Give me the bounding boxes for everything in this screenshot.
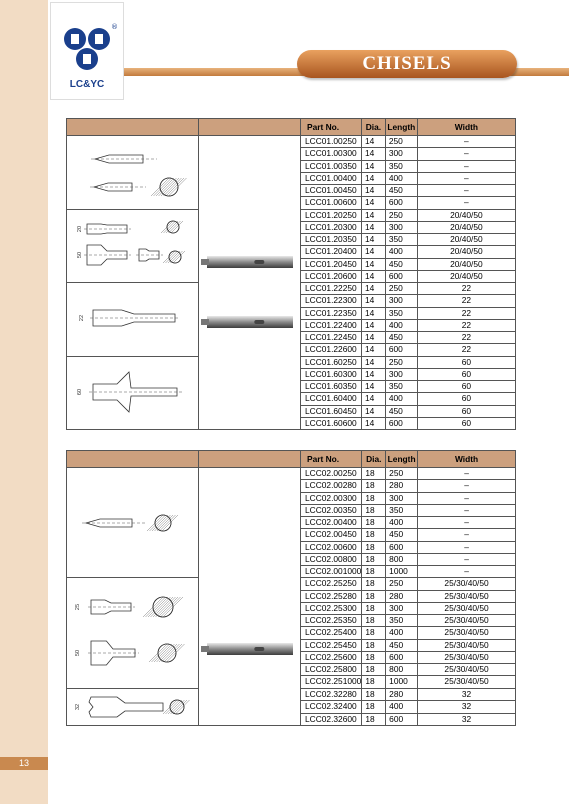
length-cell: 600 bbox=[386, 541, 418, 553]
dia-cell: 14 bbox=[361, 270, 385, 282]
width-cell: 25/30/40/50 bbox=[418, 590, 516, 602]
width-cell: 25/30/40/50 bbox=[418, 664, 516, 676]
part-no-cell: LCC02.25800 bbox=[301, 664, 362, 676]
width-cell: – bbox=[417, 197, 515, 209]
length-cell: 350 bbox=[386, 504, 418, 516]
header-length: Length bbox=[385, 119, 417, 136]
length-cell: 400 bbox=[386, 701, 418, 714]
part-no-cell: LCC01.22600 bbox=[301, 344, 362, 356]
width-cell: – bbox=[418, 529, 516, 541]
width-cell: – bbox=[418, 504, 516, 516]
dia-cell: 18 bbox=[362, 664, 386, 676]
dia-cell: 14 bbox=[361, 368, 385, 380]
width-cell: 22 bbox=[417, 319, 515, 331]
part-no-cell: LCC01.00400 bbox=[301, 172, 362, 184]
length-cell: 600 bbox=[385, 344, 417, 356]
width-cell: 22 bbox=[417, 344, 515, 356]
part-no-cell: LCC01.20450 bbox=[301, 258, 362, 270]
svg-text:25: 25 bbox=[75, 603, 81, 610]
header-part-no: Part No. bbox=[301, 119, 362, 136]
width-cell: – bbox=[418, 553, 516, 565]
width-cell: 20/40/50 bbox=[417, 209, 515, 221]
product-photo-cell bbox=[199, 136, 301, 430]
dia-cell: 14 bbox=[361, 393, 385, 405]
part-no-cell: LCC02.00600 bbox=[301, 541, 362, 553]
svg-text:50: 50 bbox=[77, 251, 83, 258]
part-no-cell: LCC01.00600 bbox=[301, 197, 362, 209]
width-cell: – bbox=[418, 492, 516, 504]
length-cell: 280 bbox=[386, 688, 418, 701]
part-no-cell: LCC02.00350 bbox=[301, 504, 362, 516]
dia-cell: 14 bbox=[361, 197, 385, 209]
width-cell: 32 bbox=[418, 688, 516, 701]
part-no-cell: LCC01.20400 bbox=[301, 246, 362, 258]
length-cell: 400 bbox=[385, 319, 417, 331]
part-no-cell: LCC02.32600 bbox=[301, 713, 362, 726]
part-no-cell: LCC01.22250 bbox=[301, 283, 362, 295]
svg-text:32: 32 bbox=[75, 703, 81, 710]
dia-cell: 18 bbox=[362, 676, 386, 688]
drawing-pointed-chisel-drawing bbox=[67, 471, 198, 572]
width-cell: – bbox=[417, 148, 515, 160]
part-no-cell: LCC01.00450 bbox=[301, 185, 362, 197]
length-cell: 350 bbox=[385, 307, 417, 319]
length-cell: 300 bbox=[386, 602, 418, 614]
width-cell: – bbox=[418, 541, 516, 553]
part-no-cell: LCC02.00250 bbox=[301, 468, 362, 480]
dia-cell: 14 bbox=[361, 185, 385, 197]
dia-cell: 14 bbox=[361, 246, 385, 258]
header-width: Width bbox=[417, 119, 515, 136]
drawing-spade-chisel-drawing bbox=[67, 358, 198, 426]
width-cell: 20/40/50 bbox=[417, 221, 515, 233]
part-no-cell: LCC01.22450 bbox=[301, 332, 362, 344]
header-dia: Dia. bbox=[362, 451, 386, 468]
width-cell: – bbox=[418, 480, 516, 492]
dia-cell: 14 bbox=[361, 221, 385, 233]
length-cell: 400 bbox=[386, 517, 418, 529]
width-cell: – bbox=[417, 172, 515, 184]
dia-cell: 18 bbox=[362, 480, 386, 492]
part-no-cell: LCC02.32400 bbox=[301, 701, 362, 714]
part-no-cell: LCC01.00350 bbox=[301, 160, 362, 172]
part-no-cell: LCC02.00400 bbox=[301, 517, 362, 529]
length-cell: 250 bbox=[386, 468, 418, 480]
length-cell: 250 bbox=[385, 209, 417, 221]
length-cell: 300 bbox=[385, 221, 417, 233]
header-part-no: Part No. bbox=[301, 451, 362, 468]
dia-cell: 14 bbox=[361, 417, 385, 429]
dia-cell: 18 bbox=[362, 627, 386, 639]
dia-cell: 14 bbox=[361, 209, 385, 221]
length-cell: 600 bbox=[385, 197, 417, 209]
length-cell: 450 bbox=[385, 185, 417, 197]
length-cell: 400 bbox=[386, 627, 418, 639]
length-cell: 400 bbox=[385, 393, 417, 405]
drawing-toothed-chisel-drawing bbox=[67, 689, 198, 723]
header-drawing-blank bbox=[67, 119, 199, 136]
part-no-cell: LCC02.001000 bbox=[301, 566, 362, 578]
dia-cell: 14 bbox=[361, 307, 385, 319]
title-banner bbox=[297, 50, 517, 78]
length-cell: 600 bbox=[385, 417, 417, 429]
width-cell: 22 bbox=[417, 283, 515, 295]
table-row bbox=[67, 468, 516, 480]
part-no-cell: LCC01.20600 bbox=[301, 270, 362, 282]
dia-cell: 14 bbox=[361, 356, 385, 368]
length-cell: 400 bbox=[385, 172, 417, 184]
length-cell: 280 bbox=[386, 480, 418, 492]
part-no-cell: LCC01.60250 bbox=[301, 356, 362, 368]
width-cell: 25/30/40/50 bbox=[418, 676, 516, 688]
part-no-cell: LCC01.60300 bbox=[301, 368, 362, 380]
drawing-flat-chisel bbox=[67, 578, 199, 688]
width-cell: 60 bbox=[417, 417, 515, 429]
width-cell: 60 bbox=[417, 393, 515, 405]
dia-cell: 18 bbox=[362, 578, 386, 590]
chisel-table-sds-max bbox=[66, 450, 516, 726]
length-cell: 250 bbox=[385, 356, 417, 368]
dia-cell: 18 bbox=[362, 566, 386, 578]
header-drawing-blank bbox=[67, 451, 199, 468]
header-width: Width bbox=[418, 451, 516, 468]
length-cell: 300 bbox=[386, 492, 418, 504]
header-dia: Dia. bbox=[361, 119, 385, 136]
dia-cell: 18 bbox=[362, 651, 386, 663]
dia-cell: 14 bbox=[361, 160, 385, 172]
header-image-blank bbox=[199, 119, 301, 136]
chisel-table-sds-plus bbox=[66, 118, 516, 430]
width-cell: – bbox=[417, 185, 515, 197]
table-header-row bbox=[67, 119, 516, 136]
dia-cell: 18 bbox=[362, 541, 386, 553]
width-cell: – bbox=[417, 136, 515, 148]
table-header-row bbox=[67, 451, 516, 468]
page-number: 13 bbox=[18, 758, 29, 768]
part-no-cell: LCC01.22400 bbox=[301, 319, 362, 331]
part-no-cell: LCC02.00280 bbox=[301, 480, 362, 492]
length-cell: 250 bbox=[385, 136, 417, 148]
svg-text:22: 22 bbox=[79, 314, 85, 322]
page-title: CHISELS bbox=[362, 53, 452, 74]
dia-cell: 18 bbox=[362, 517, 386, 529]
width-cell: 22 bbox=[417, 295, 515, 307]
svg-text:20: 20 bbox=[77, 225, 83, 232]
length-cell: 300 bbox=[385, 295, 417, 307]
dia-cell: 14 bbox=[361, 319, 385, 331]
length-cell: 1000 bbox=[386, 676, 418, 688]
part-no-cell: LCC02.25450 bbox=[301, 639, 362, 651]
part-no-cell: LCC02.251000 bbox=[301, 676, 362, 688]
length-cell: 450 bbox=[386, 639, 418, 651]
part-no-cell: LCC02.25600 bbox=[301, 651, 362, 663]
length-cell: 350 bbox=[386, 615, 418, 627]
length-cell: 800 bbox=[386, 553, 418, 565]
length-cell: 450 bbox=[385, 258, 417, 270]
length-cell: 350 bbox=[385, 234, 417, 246]
width-cell: 25/30/40/50 bbox=[418, 639, 516, 651]
width-cell: 60 bbox=[417, 356, 515, 368]
part-no-cell: LCC01.60450 bbox=[301, 405, 362, 417]
dia-cell: 18 bbox=[362, 504, 386, 516]
dia-cell: 18 bbox=[362, 713, 386, 726]
length-cell: 450 bbox=[386, 529, 418, 541]
width-cell: 25/30/40/50 bbox=[418, 651, 516, 663]
part-no-cell: LCC01.60600 bbox=[301, 417, 362, 429]
dia-cell: 18 bbox=[362, 602, 386, 614]
brand-logo bbox=[50, 2, 124, 100]
dia-cell: 18 bbox=[362, 529, 386, 541]
length-cell: 280 bbox=[386, 590, 418, 602]
dia-cell: 18 bbox=[362, 688, 386, 701]
length-cell: 350 bbox=[385, 160, 417, 172]
length-cell: 600 bbox=[385, 270, 417, 282]
dia-cell: 14 bbox=[361, 405, 385, 417]
dia-cell: 14 bbox=[361, 172, 385, 184]
part-no-cell: LCC01.22300 bbox=[301, 295, 362, 307]
drawing-narrow-flat-chisel-drawing bbox=[67, 284, 198, 352]
length-cell: 250 bbox=[386, 578, 418, 590]
width-cell: 32 bbox=[418, 701, 516, 714]
part-no-cell: LCC02.00300 bbox=[301, 492, 362, 504]
dia-cell: 14 bbox=[361, 381, 385, 393]
svg-text:60: 60 bbox=[77, 388, 83, 395]
part-no-cell: LCC01.20350 bbox=[301, 234, 362, 246]
width-cell: 25/30/40/50 bbox=[418, 578, 516, 590]
part-no-cell: LCC02.25350 bbox=[301, 615, 362, 627]
drawing-spade-chisel bbox=[67, 356, 199, 430]
part-no-cell: LCC02.32280 bbox=[301, 688, 362, 701]
width-cell: 22 bbox=[417, 332, 515, 344]
width-cell: 60 bbox=[417, 405, 515, 417]
svg-text:®: ® bbox=[111, 23, 118, 31]
part-no-cell: LCC01.22350 bbox=[301, 307, 362, 319]
width-cell: 20/40/50 bbox=[417, 234, 515, 246]
length-cell: 1000 bbox=[386, 566, 418, 578]
part-no-cell: LCC01.60400 bbox=[301, 393, 362, 405]
drawing-narrow-flat-chisel bbox=[67, 283, 199, 357]
dia-cell: 14 bbox=[361, 344, 385, 356]
width-cell: 25/30/40/50 bbox=[418, 615, 516, 627]
length-cell: 600 bbox=[386, 651, 418, 663]
width-cell: 20/40/50 bbox=[417, 258, 515, 270]
drawing-pointed-chisel bbox=[67, 136, 199, 210]
part-no-cell: LCC02.25400 bbox=[301, 627, 362, 639]
dia-cell: 18 bbox=[362, 553, 386, 565]
drawing-flat-chisel bbox=[67, 209, 199, 283]
part-no-cell: LCC02.25250 bbox=[301, 578, 362, 590]
drawing-flat-chisel-drawing bbox=[67, 581, 198, 682]
length-cell: 350 bbox=[385, 381, 417, 393]
width-cell: – bbox=[418, 468, 516, 480]
part-no-cell: LCC01.00250 bbox=[301, 136, 362, 148]
length-cell: 450 bbox=[385, 332, 417, 344]
dia-cell: 14 bbox=[361, 234, 385, 246]
dia-cell: 14 bbox=[361, 283, 385, 295]
width-cell: 60 bbox=[417, 368, 515, 380]
part-no-cell: LCC01.60350 bbox=[301, 381, 362, 393]
width-cell: 32 bbox=[418, 713, 516, 726]
table-row bbox=[67, 136, 516, 148]
drawing-pointed-chisel bbox=[67, 468, 199, 578]
dia-cell: 18 bbox=[362, 492, 386, 504]
left-sidebar-band bbox=[0, 0, 48, 804]
part-no-cell: LCC01.00300 bbox=[301, 148, 362, 160]
width-cell: 25/30/40/50 bbox=[418, 602, 516, 614]
dia-cell: 14 bbox=[361, 148, 385, 160]
part-no-cell: LCC02.25300 bbox=[301, 602, 362, 614]
header-image-blank bbox=[199, 451, 301, 468]
drawing-pointed-chisel-drawing bbox=[67, 137, 198, 205]
logo-mark-icon bbox=[51, 3, 123, 79]
width-cell: 20/40/50 bbox=[417, 246, 515, 258]
dia-cell: 14 bbox=[361, 258, 385, 270]
dia-cell: 14 bbox=[361, 332, 385, 344]
part-no-cell: LCC02.00450 bbox=[301, 529, 362, 541]
part-no-cell: LCC01.20300 bbox=[301, 221, 362, 233]
part-no-cell: LCC02.25280 bbox=[301, 590, 362, 602]
product-photo-cell bbox=[199, 468, 301, 726]
width-cell: – bbox=[418, 517, 516, 529]
length-cell: 300 bbox=[385, 148, 417, 160]
dia-cell: 18 bbox=[362, 701, 386, 714]
drawing-toothed-chisel bbox=[67, 688, 199, 726]
part-no-cell: LCC01.20250 bbox=[301, 209, 362, 221]
length-cell: 300 bbox=[385, 368, 417, 380]
dia-cell: 18 bbox=[362, 615, 386, 627]
dia-cell: 18 bbox=[362, 590, 386, 602]
length-cell: 800 bbox=[386, 664, 418, 676]
width-cell: 20/40/50 bbox=[417, 270, 515, 282]
dia-cell: 14 bbox=[361, 295, 385, 307]
length-cell: 450 bbox=[385, 405, 417, 417]
header-length: Length bbox=[386, 451, 418, 468]
length-cell: 400 bbox=[385, 246, 417, 258]
product-photo bbox=[199, 477, 300, 713]
dia-cell: 18 bbox=[362, 468, 386, 480]
width-cell: – bbox=[418, 566, 516, 578]
width-cell: 25/30/40/50 bbox=[418, 627, 516, 639]
drawing-flat-chisel-drawing bbox=[67, 211, 198, 279]
width-cell: 22 bbox=[417, 307, 515, 319]
logo-text: LC&YC bbox=[69, 79, 105, 90]
length-cell: 600 bbox=[386, 713, 418, 726]
length-cell: 250 bbox=[385, 283, 417, 295]
svg-text:50: 50 bbox=[75, 649, 81, 656]
width-cell: 60 bbox=[417, 381, 515, 393]
dia-cell: 18 bbox=[362, 639, 386, 651]
dia-cell: 14 bbox=[361, 136, 385, 148]
width-cell: – bbox=[417, 160, 515, 172]
product-photo bbox=[199, 146, 300, 416]
part-no-cell: LCC02.00800 bbox=[301, 553, 362, 565]
